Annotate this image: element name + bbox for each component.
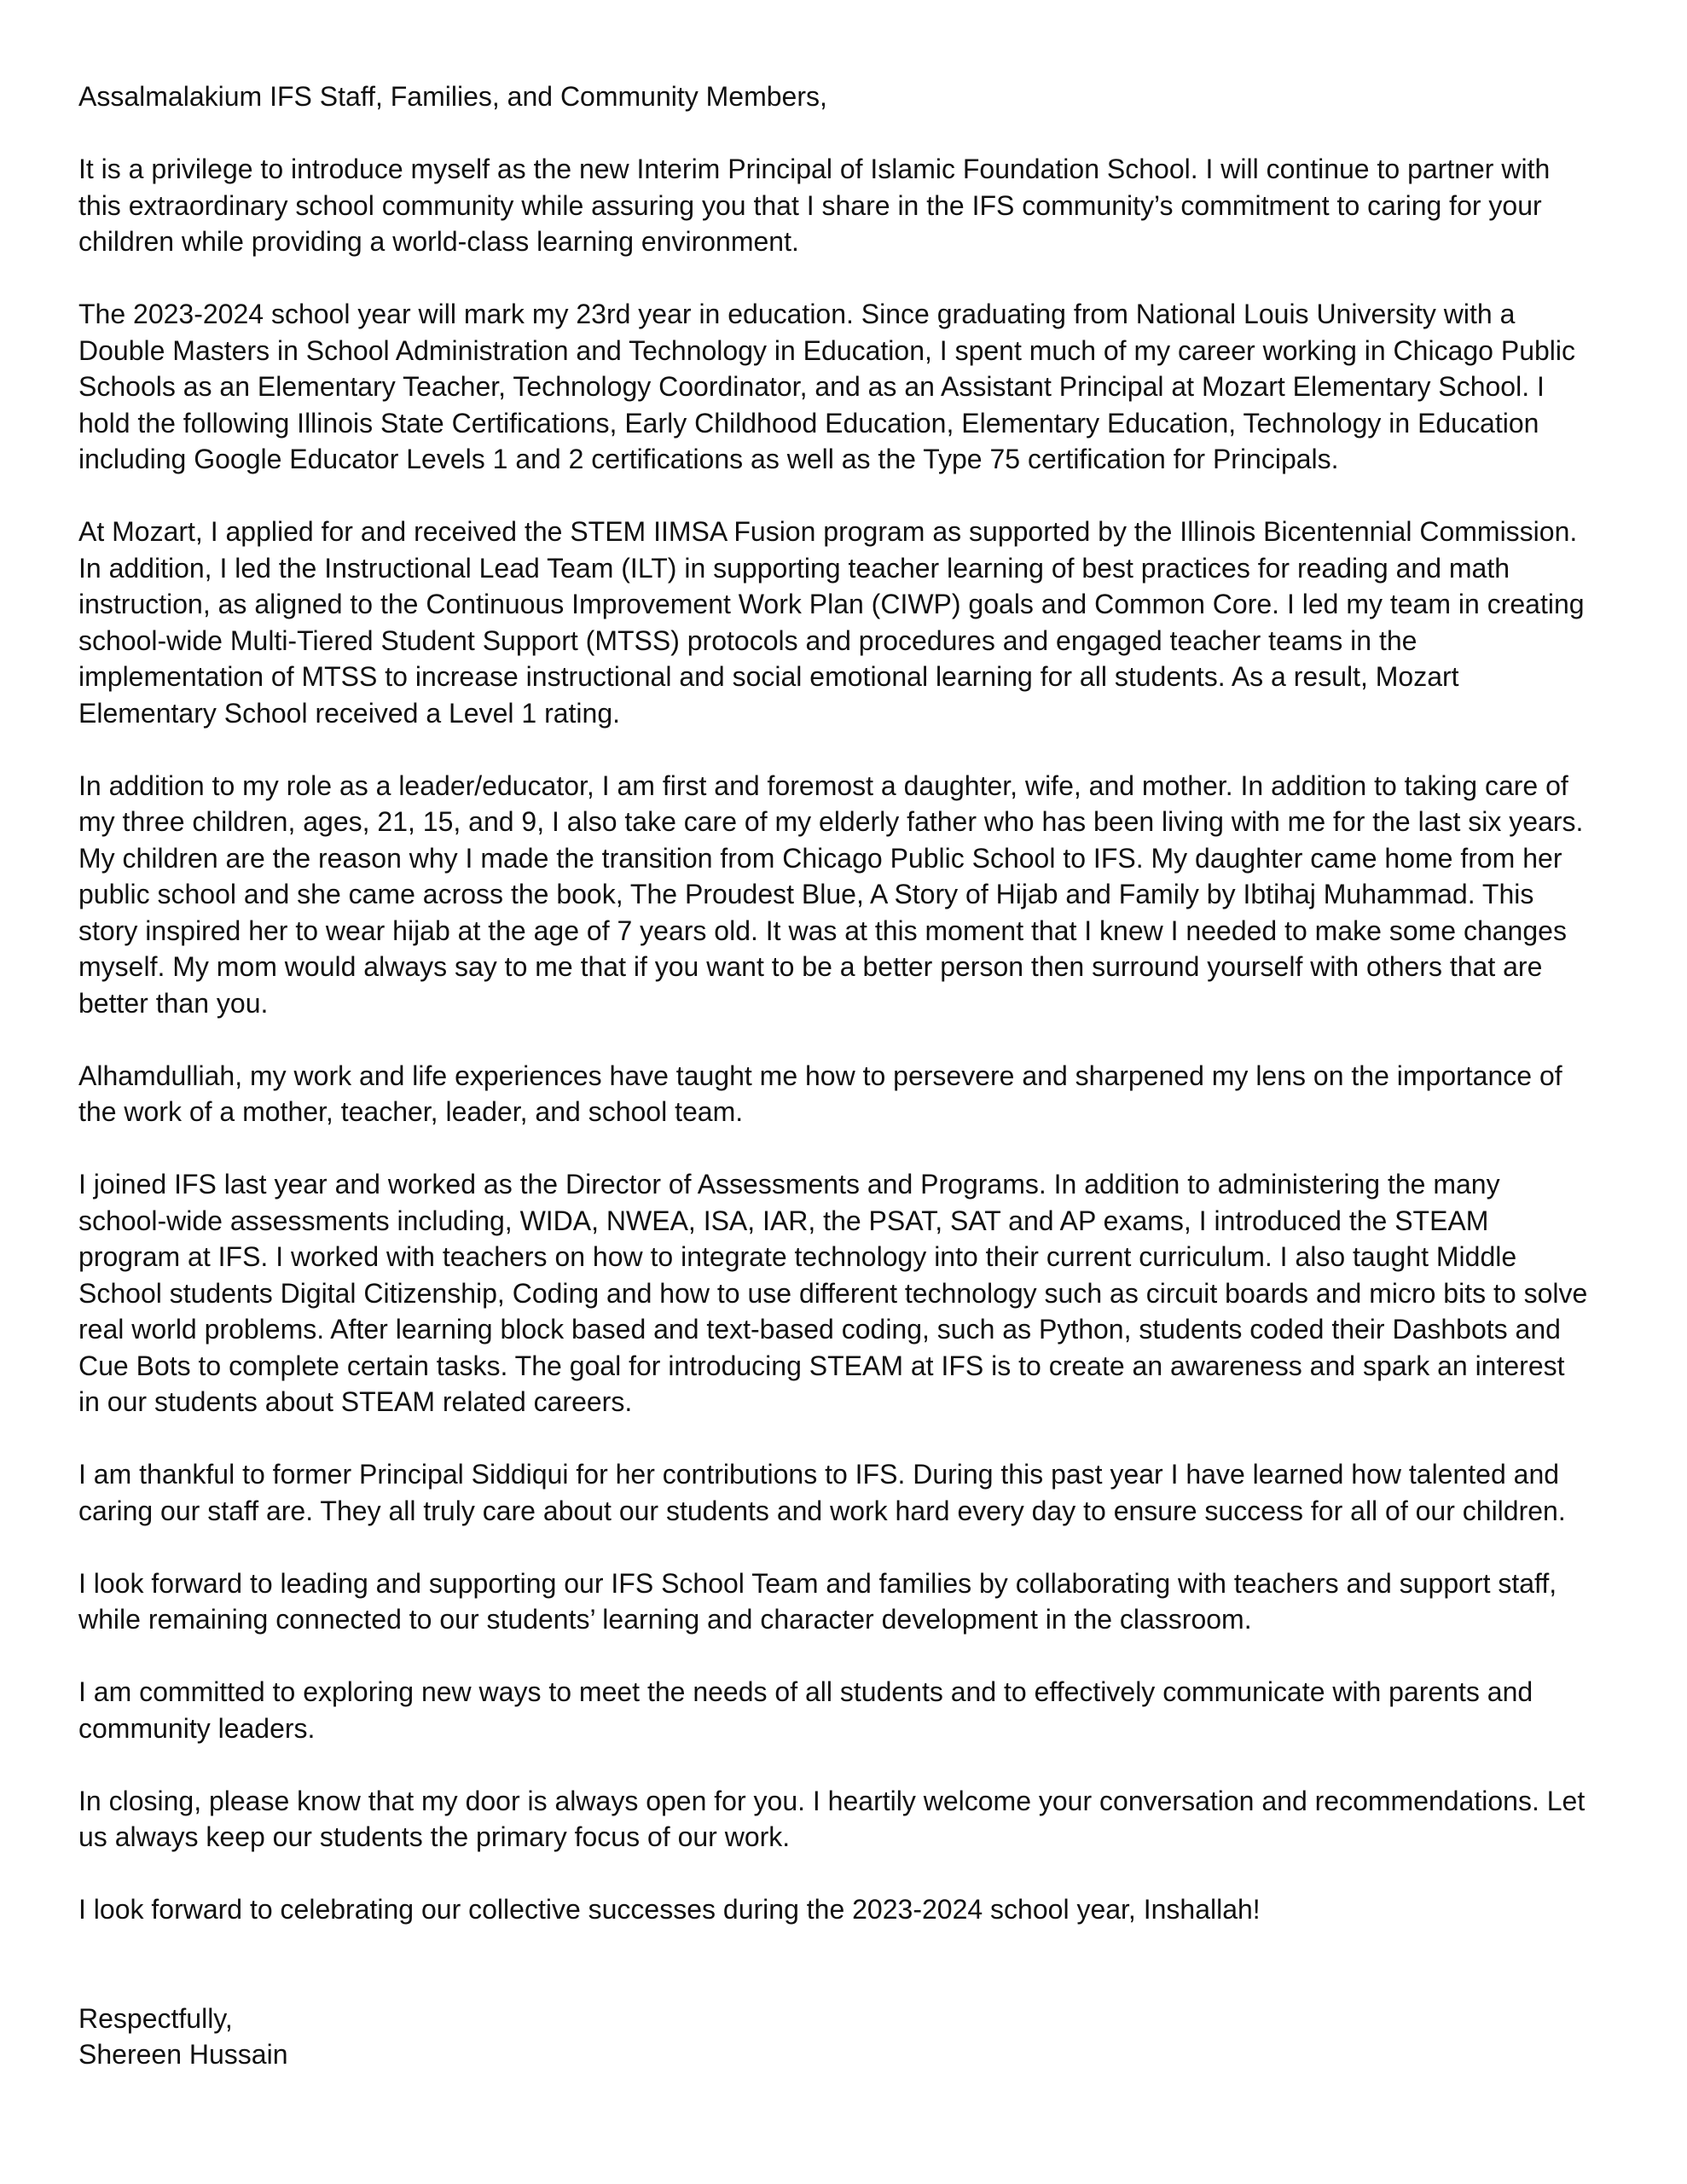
letter-paragraph-open-door: In closing, please know that my door is always open for you. I heartily welcome your conversation and recommendations. Let us always keep our students the primary focus of our work.	[78, 1785, 1586, 1852]
letter-paragraph-introduction: It is a privilege to introduce myself as the new Interim Principal of Islamic Foundation School. I will continue to partner with this extraordinary school community while assuring you that I share in the IFS community’s commitment to caring for your children while providing a world-class learning environment.	[78, 154, 1551, 257]
letter-closing: Respectfully,	[78, 2002, 233, 2034]
letter-paragraph-family: In addition to my role as a leader/educator, I am first and foremost a daughter, wife, and mother. In addition to taking care of my three children, ages, 21, 15, and 9, I also take care of my elderly father who has been living with me for the last six years. My children are the reason why I made the transition from Chicago Public School to IFS. My daughter came home from her public school and she came across the book, The Proudest Blue, A Story of Hijab and Family by Ibtihaj Muhammad. This story inspired her to wear hijab at the age of 7 years old. It was at this moment that I knew I needed to make some changes myself. My mom would always say to me that if you want to be a better person then surround yourself with others that are better than you.	[78, 770, 1584, 1019]
letter-paragraph-ifs-role: I joined IFS last year and worked as the Director of Assessments and Programs. In addition to administering the many school-wide assessments including, WIDA, NWEA, ISA, IAR, the PSAT, SAT and AP exams, I introduced the STEAM program at IFS. I worked with teachers on how to integrate technology into their current curriculum. I also taught Middle School students Digital Citizenship, Coding and how to use different technology such as circuit boards and micro bits to solve real world problems. After learning block based and text-based coding, such as Python, students coded their Dashbots and Cue Bots to complete certain tasks. The goal for introducing STEAM at IFS is to create an awareness and spark an interest in our students about STEAM related careers.	[78, 1169, 1588, 1417]
letter-paragraph-commitment: I am committed to exploring new ways to meet the needs of all students and to effectively communicate with parents and community leaders.	[78, 1676, 1533, 1744]
letter-closing-block	[78, 2001, 1639, 2073]
letter-paragraph-mozart: At Mozart, I applied for and received the STEM IIMSA Fusion program as supported by the Illinois Bicentennial Commission. In addition, I led the Instructional Lead Team (ILT) in supporting teacher learning of best practices for reading and math instruction, as aligned to the Continuous Improvement Work Plan (CIWP) goals and Common Core. I led my team in creating school-wide Multi-Tiered Student Support (MTSS) protocols and procedures and engaged teacher teams in the implementation of MTSS to increase instructional and social emotional learning for all students. As a result, Mozart Elementary School received a Level 1 rating.	[78, 516, 1585, 729]
letter-paragraph-career: The 2023-2024 school year will mark my 23rd year in education. Since graduating from National Louis University with a Double Masters in School Administration and Technology in Education, I spent much of my career working in Chicago Public Schools as an Elementary Teacher, Technology Coordinator, and as an Assistant Principal at Mozart Elementary School. I hold the following Illinois State Certifications, Early Childhood Education, Elementary Education, Technology in Education including Google Educator Levels 1 and 2 certifications as well as the Type 75 certification for Principals.	[78, 299, 1575, 474]
letter-greeting: Assalmalakium IFS Staff, Families, and Community Members,	[78, 81, 827, 112]
letter-page	[78, 78, 1639, 2073]
letter-paragraph-leading: I look forward to leading and supporting our IFS School Team and families by collaborating with teachers and support staff, while remaining connected to our students’ learning and character development in the classroom.	[78, 1567, 1557, 1635]
letter-signature: Shereen Hussain	[78, 2039, 288, 2070]
letter-paragraph-celebration: I look forward to celebrating our collective successes during the 2023-2024 school year, Inshallah!	[78, 1894, 1261, 1925]
letter-paragraph-thanks: I am thankful to former Principal Siddiqui for her contributions to IFS. During this past year I have learned how talented and caring our staff are. They all truly care about our students and work hard every day to ensure success for all of our children.	[78, 1459, 1566, 1526]
letter-paragraph-experience: Alhamdulliah, my work and life experiences have taught me how to persevere and sharpened my lens on the importance of the work of a mother, teacher, leader, and school team.	[78, 1060, 1562, 1127]
